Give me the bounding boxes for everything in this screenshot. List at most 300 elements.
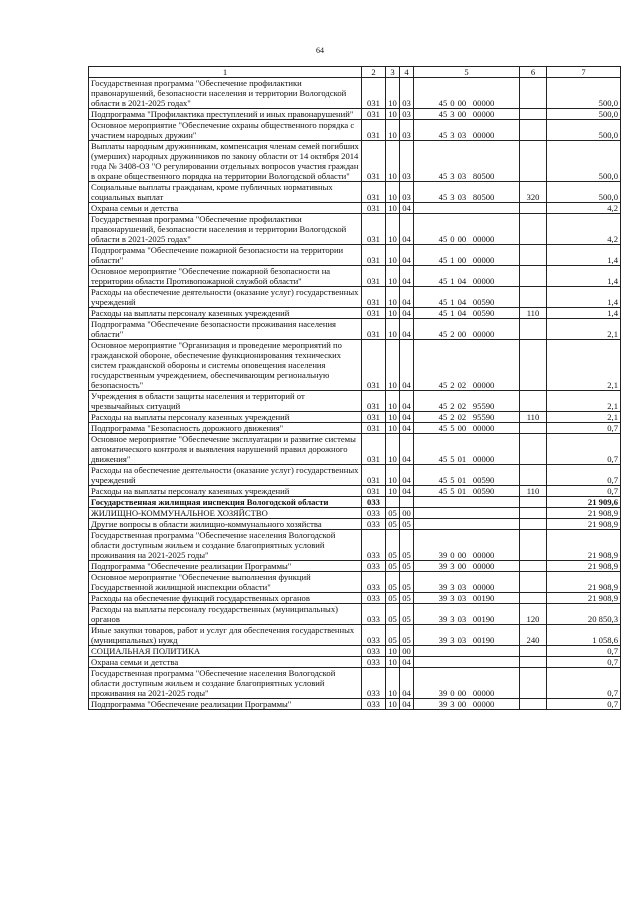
target-article-part: 3 — [450, 699, 455, 709]
target-article-part: 04 — [457, 297, 467, 307]
target-article-part: 03 — [457, 192, 467, 202]
target-article-part: 02 — [457, 412, 467, 422]
ved-code: 033 — [362, 699, 386, 710]
target-article-part: 00190 — [472, 593, 495, 603]
expense-type-code — [520, 340, 547, 391]
target-article-part: 0 — [450, 688, 455, 698]
target-article-part: 3 — [450, 171, 455, 181]
row-name: СОЦИАЛЬНАЯ ПОЛИТИКА — [89, 646, 362, 657]
expense-type-code — [520, 214, 547, 245]
section-code: 05 — [386, 519, 400, 530]
target-article-part: 0 — [450, 550, 455, 560]
ved-code: 031 — [362, 486, 386, 497]
target-article-code — [414, 561, 520, 572]
section-code: 10 — [386, 319, 400, 340]
subsection-code: 03 — [400, 182, 414, 203]
target-article-part: 03 — [457, 635, 467, 645]
table-row — [89, 604, 621, 625]
section-code: 05 — [386, 530, 400, 561]
ved-code: 031 — [362, 120, 386, 141]
target-article-part: 45 — [438, 255, 448, 265]
ved-code: 033 — [362, 572, 386, 593]
header-cell: 4 — [400, 67, 414, 78]
table-row — [89, 245, 621, 266]
target-article-part: 00 — [457, 561, 467, 571]
target-article-part: 04 — [457, 308, 467, 318]
section-code: 10 — [386, 214, 400, 245]
target-article-part: 00000 — [472, 380, 495, 390]
target-article-part: 45 — [438, 130, 448, 140]
target-article-part: 45 — [438, 454, 448, 464]
ved-code: 033 — [362, 593, 386, 604]
target-article-part: 5 — [450, 475, 455, 485]
target-article-part: 39 — [438, 582, 448, 592]
table-row — [89, 266, 621, 287]
ved-code: 031 — [362, 423, 386, 434]
amount: 0,7 — [547, 657, 621, 668]
target-article-code — [414, 625, 520, 646]
subsection-code: 04 — [400, 203, 414, 214]
target-article-part: 3 — [450, 109, 455, 119]
section-code: 10 — [386, 434, 400, 465]
row-name: Государственная программа "Обеспечение населения Вологодской области доступным жильем и создание благоприятных условий проживания на 2021-2025 годы" — [89, 668, 362, 699]
table-row — [89, 203, 621, 214]
ved-code: 031 — [362, 434, 386, 465]
header-cell: 2 — [362, 67, 386, 78]
subsection-code: 04 — [400, 668, 414, 699]
ved-code: 033 — [362, 530, 386, 561]
header-cell: 7 — [547, 67, 621, 78]
target-article-code — [414, 266, 520, 287]
target-article-code — [414, 78, 520, 109]
amount: 2,1 — [547, 391, 621, 412]
target-article-code — [414, 530, 520, 561]
target-article-part: 95590 — [472, 412, 495, 422]
subsection-code: 04 — [400, 486, 414, 497]
section-code: 10 — [386, 203, 400, 214]
subsection-code: 04 — [400, 308, 414, 319]
expense-type-code — [520, 423, 547, 434]
table-row — [89, 182, 621, 203]
amount: 500,0 — [547, 78, 621, 109]
target-article-part: 45 — [438, 109, 448, 119]
target-article-part: 1 — [450, 276, 455, 286]
amount: 2,1 — [547, 319, 621, 340]
row-name: ЖИЛИЩНО-КОММУНАЛЬНОЕ ХОЗЯЙСТВО — [89, 508, 362, 519]
target-article-part: 00 — [457, 550, 467, 560]
target-article-code — [414, 519, 520, 530]
section-code: 10 — [386, 657, 400, 668]
target-article-part: 00000 — [472, 561, 495, 571]
section-code: 05 — [386, 625, 400, 646]
target-article-part: 00000 — [472, 550, 495, 560]
subsection-code: 03 — [400, 78, 414, 109]
target-article-part: 45 — [438, 423, 448, 433]
target-article-part: 39 — [438, 593, 448, 603]
target-article-part: 0 — [450, 98, 455, 108]
subsection-code: 03 — [400, 120, 414, 141]
subsection-code: 00 — [400, 508, 414, 519]
amount: 500,0 — [547, 182, 621, 203]
ved-code: 033 — [362, 657, 386, 668]
amount: 1,4 — [547, 308, 621, 319]
target-article-part: 00000 — [472, 255, 495, 265]
target-article-part: 5 — [450, 423, 455, 433]
ved-code: 031 — [362, 182, 386, 203]
table-row — [89, 625, 621, 646]
header-cell: 6 — [520, 67, 547, 78]
header-cell: 3 — [386, 67, 400, 78]
target-article-part: 39 — [438, 688, 448, 698]
table-row — [89, 141, 621, 182]
amount: 21 908,9 — [547, 572, 621, 593]
target-article-part: 45 — [438, 171, 448, 181]
target-article-code — [414, 308, 520, 319]
target-article-code — [414, 412, 520, 423]
target-article-part: 45 — [438, 98, 448, 108]
table-row — [89, 391, 621, 412]
expense-type-code — [520, 319, 547, 340]
row-name: Расходы на обеспечение функций государственных органов — [89, 593, 362, 604]
target-article-part: 00000 — [472, 98, 495, 108]
subsection-code: 04 — [400, 245, 414, 266]
target-article-part: 00 — [457, 255, 467, 265]
target-article-part: 2 — [450, 401, 455, 411]
target-article-part: 39 — [438, 635, 448, 645]
target-article-part: 3 — [450, 561, 455, 571]
row-name: Охрана семьи и детства — [89, 657, 362, 668]
target-article-part: 00000 — [472, 109, 495, 119]
expense-type-code — [520, 497, 547, 508]
amount: 21 908,9 — [547, 593, 621, 604]
ved-code: 031 — [362, 319, 386, 340]
section-code: 10 — [386, 391, 400, 412]
amount: 2,1 — [547, 412, 621, 423]
target-article-code — [414, 340, 520, 391]
header-cell: 1 — [89, 67, 362, 78]
target-article-part: 80500 — [472, 192, 495, 202]
row-name: Подпрограмма "Безопасность дорожного движения" — [89, 423, 362, 434]
target-article-part: 03 — [457, 582, 467, 592]
target-article-code — [414, 391, 520, 412]
amount: 0,7 — [547, 486, 621, 497]
target-article-part: 0 — [450, 234, 455, 244]
subsection-code: 03 — [400, 141, 414, 182]
target-article-part: 00000 — [472, 454, 495, 464]
ved-code: 033 — [362, 625, 386, 646]
section-code: 10 — [386, 699, 400, 710]
amount: 21 908,9 — [547, 530, 621, 561]
expense-type-code — [520, 508, 547, 519]
section-code: 10 — [386, 412, 400, 423]
section-code: 10 — [386, 182, 400, 203]
target-article-part: 00590 — [472, 308, 495, 318]
target-article-part: 45 — [438, 475, 448, 485]
subsection-code: 00 — [400, 646, 414, 657]
target-article-part: 00590 — [472, 475, 495, 485]
section-code: 10 — [386, 340, 400, 391]
target-article-part: 39 — [438, 699, 448, 709]
expense-type-code — [520, 434, 547, 465]
subsection-code: 05 — [400, 593, 414, 604]
subsection-code: 04 — [400, 412, 414, 423]
section-code: 10 — [386, 287, 400, 308]
section-code: 10 — [386, 120, 400, 141]
target-article-part: 45 — [438, 401, 448, 411]
amount: 0,7 — [547, 646, 621, 657]
target-article-part: 00590 — [472, 297, 495, 307]
table-row — [89, 486, 621, 497]
row-name: Расходы на выплаты персоналу казенных учреждений — [89, 486, 362, 497]
target-article-code — [414, 646, 520, 657]
row-name: Расходы на обеспечение деятельности (оказание услуг) государственных учреждений — [89, 287, 362, 308]
expense-type-code: 110 — [520, 412, 547, 423]
row-name: Подпрограмма "Обеспечение реализации Программы" — [89, 561, 362, 572]
ved-code: 031 — [362, 287, 386, 308]
amount: 0,7 — [547, 434, 621, 465]
section-code: 10 — [386, 486, 400, 497]
target-article-code — [414, 699, 520, 710]
table-row — [89, 434, 621, 465]
section-code — [386, 497, 400, 508]
amount: 21 908,9 — [547, 519, 621, 530]
target-article-part: 02 — [457, 401, 467, 411]
table-row — [89, 508, 621, 519]
target-article-part: 45 — [438, 380, 448, 390]
ved-code: 031 — [362, 465, 386, 486]
target-article-part: 00 — [457, 98, 467, 108]
target-article-part: 45 — [438, 486, 448, 496]
target-article-part: 45 — [438, 192, 448, 202]
target-article-part: 00190 — [472, 635, 495, 645]
target-article-code — [414, 245, 520, 266]
expense-type-code: 110 — [520, 486, 547, 497]
target-article-part: 5 — [450, 454, 455, 464]
subsection-code: 05 — [400, 625, 414, 646]
amount: 0,7 — [547, 465, 621, 486]
row-name: Расходы на обеспечение деятельности (оказание услуг) государственных учреждений — [89, 465, 362, 486]
target-article-code — [414, 657, 520, 668]
table-row — [89, 699, 621, 710]
subsection-code: 04 — [400, 340, 414, 391]
target-article-code — [414, 508, 520, 519]
expense-type-code — [520, 465, 547, 486]
target-article-part: 3 — [450, 130, 455, 140]
row-name: Подпрограмма "Профилактика преступлений и иных правонарушений" — [89, 109, 362, 120]
target-article-code — [414, 203, 520, 214]
target-article-part: 45 — [438, 297, 448, 307]
subsection-code: 04 — [400, 423, 414, 434]
amount: 21 908,9 — [547, 508, 621, 519]
target-article-part: 3 — [450, 614, 455, 624]
amount: 21 908,9 — [547, 561, 621, 572]
section-code: 05 — [386, 604, 400, 625]
table-row — [89, 214, 621, 245]
target-article-part: 45 — [438, 308, 448, 318]
subsection-code: 04 — [400, 657, 414, 668]
section-code: 05 — [386, 561, 400, 572]
target-article-part: 00 — [457, 688, 467, 698]
amount: 0,7 — [547, 668, 621, 699]
table-row — [89, 465, 621, 486]
section-code: 10 — [386, 78, 400, 109]
row-name: Подпрограмма "Обеспечение безопасности проживания населения области" — [89, 319, 362, 340]
ved-code: 031 — [362, 203, 386, 214]
ved-code: 031 — [362, 266, 386, 287]
target-article-part: 2 — [450, 380, 455, 390]
target-article-part: 45 — [438, 329, 448, 339]
expense-type-code: 110 — [520, 308, 547, 319]
row-name: Учреждения в области защиты населения и территорий от чрезвычайных ситуаций — [89, 391, 362, 412]
section-code: 05 — [386, 508, 400, 519]
ved-code: 031 — [362, 109, 386, 120]
target-article-part: 00 — [457, 109, 467, 119]
target-article-part: 03 — [457, 593, 467, 603]
target-article-code — [414, 593, 520, 604]
target-article-part: 5 — [450, 486, 455, 496]
row-name: Основное мероприятие "Организация и проведение мероприятий по гражданской обороне, обеспечение функционирования технических систем гражданской обороны и системы оповещения населения государственным учреждением, обеспечивающим региональную безопасность" — [89, 340, 362, 391]
target-article-code — [414, 109, 520, 120]
target-article-part: 45 — [438, 276, 448, 286]
expense-type-code — [520, 245, 547, 266]
target-article-code — [414, 434, 520, 465]
table-row — [89, 78, 621, 109]
table-row — [89, 287, 621, 308]
section-code: 10 — [386, 423, 400, 434]
section-code: 05 — [386, 593, 400, 604]
section-code: 10 — [386, 668, 400, 699]
target-article-part: 3 — [450, 192, 455, 202]
ved-code: 033 — [362, 561, 386, 572]
expense-type-code: 120 — [520, 604, 547, 625]
amount: 1 058,6 — [547, 625, 621, 646]
target-article-part: 00000 — [472, 582, 495, 592]
expense-type-code: 240 — [520, 625, 547, 646]
target-article-part: 2 — [450, 329, 455, 339]
ved-code: 031 — [362, 412, 386, 423]
subsection-code: 04 — [400, 465, 414, 486]
ved-code: 033 — [362, 497, 386, 508]
target-article-part: 00000 — [472, 130, 495, 140]
target-article-part: 00 — [457, 329, 467, 339]
ved-code: 033 — [362, 519, 386, 530]
ved-code: 031 — [362, 78, 386, 109]
expense-type-code — [520, 699, 547, 710]
table-row — [89, 561, 621, 572]
amount: 21 909,6 — [547, 497, 621, 508]
expense-type-code — [520, 668, 547, 699]
subsection-code: 04 — [400, 319, 414, 340]
table-row — [89, 423, 621, 434]
target-article-part: 2 — [450, 412, 455, 422]
subsection-code: 04 — [400, 266, 414, 287]
subsection-code: 04 — [400, 699, 414, 710]
subsection-code: 05 — [400, 519, 414, 530]
expense-type-code — [520, 109, 547, 120]
row-name: Государственная программа "Обеспечение профилактики правонарушений, безопасности населения и территории Вологодской области в 2021-2025 годах" — [89, 78, 362, 109]
section-code: 10 — [386, 245, 400, 266]
table-row — [89, 109, 621, 120]
header-row — [89, 67, 621, 78]
target-article-part: 02 — [457, 380, 467, 390]
ved-code: 031 — [362, 214, 386, 245]
amount: 20 850,3 — [547, 604, 621, 625]
target-article-part: 00 — [457, 699, 467, 709]
target-article-part: 00000 — [472, 234, 495, 244]
section-code: 10 — [386, 141, 400, 182]
table-row — [89, 340, 621, 391]
expense-type-code — [520, 646, 547, 657]
target-article-part: 01 — [457, 454, 467, 464]
row-name: Расходы на выплаты персоналу казенных учреждений — [89, 412, 362, 423]
expense-type-code — [520, 120, 547, 141]
target-article-code — [414, 319, 520, 340]
amount: 4,2 — [547, 214, 621, 245]
expense-type-code — [520, 561, 547, 572]
amount: 2,1 — [547, 340, 621, 391]
expense-type-code — [520, 78, 547, 109]
target-article-code — [414, 497, 520, 508]
row-name: Выплаты народным дружинникам, компенсация членам семей погибших (умерших) народных дружинников по закону области от 14 октября 2014 года № 3408-ОЗ "О регулировании отдельных вопросов участия граждан в охране общественного порядка на территории Вологодской области" — [89, 141, 362, 182]
ved-code: 031 — [362, 308, 386, 319]
target-article-part: 45 — [438, 412, 448, 422]
target-article-part: 00000 — [472, 699, 495, 709]
target-article-part: 01 — [457, 486, 467, 496]
target-article-code — [414, 287, 520, 308]
target-article-part: 03 — [457, 614, 467, 624]
target-article-part: 3 — [450, 635, 455, 645]
target-article-part: 3 — [450, 582, 455, 592]
amount: 1,4 — [547, 266, 621, 287]
target-article-part: 95590 — [472, 401, 495, 411]
amount: 1,4 — [547, 287, 621, 308]
row-name: Подпрограмма "Обеспечение пожарной безопасности на территории области" — [89, 245, 362, 266]
amount: 0,7 — [547, 423, 621, 434]
row-name: Другие вопросы в области жилищно-коммунального хозяйства — [89, 519, 362, 530]
table-body — [89, 78, 621, 710]
header-cell: 5 — [414, 67, 520, 78]
section-code: 10 — [386, 266, 400, 287]
expense-type-code — [520, 203, 547, 214]
amount: 500,0 — [547, 141, 621, 182]
subsection-code: 04 — [400, 214, 414, 245]
table-row — [89, 412, 621, 423]
table-row — [89, 593, 621, 604]
target-article-code — [414, 141, 520, 182]
ved-code: 031 — [362, 141, 386, 182]
amount: 1,4 — [547, 245, 621, 266]
row-name: Государственная жилищная инспекция Вологодской области — [89, 497, 362, 508]
target-article-part: 03 — [457, 130, 467, 140]
target-article-code — [414, 214, 520, 245]
ved-code: 031 — [362, 340, 386, 391]
target-article-code — [414, 423, 520, 434]
expense-type-code — [520, 141, 547, 182]
target-article-code — [414, 668, 520, 699]
target-article-part: 80500 — [472, 171, 495, 181]
section-code: 10 — [386, 465, 400, 486]
target-article-part: 39 — [438, 614, 448, 624]
subsection-code: 04 — [400, 434, 414, 465]
table-row — [89, 530, 621, 561]
amount: 500,0 — [547, 109, 621, 120]
target-article-part: 45 — [438, 234, 448, 244]
target-article-code — [414, 572, 520, 593]
amount: 500,0 — [547, 120, 621, 141]
table-row — [89, 519, 621, 530]
target-article-code — [414, 486, 520, 497]
target-article-part: 39 — [438, 561, 448, 571]
